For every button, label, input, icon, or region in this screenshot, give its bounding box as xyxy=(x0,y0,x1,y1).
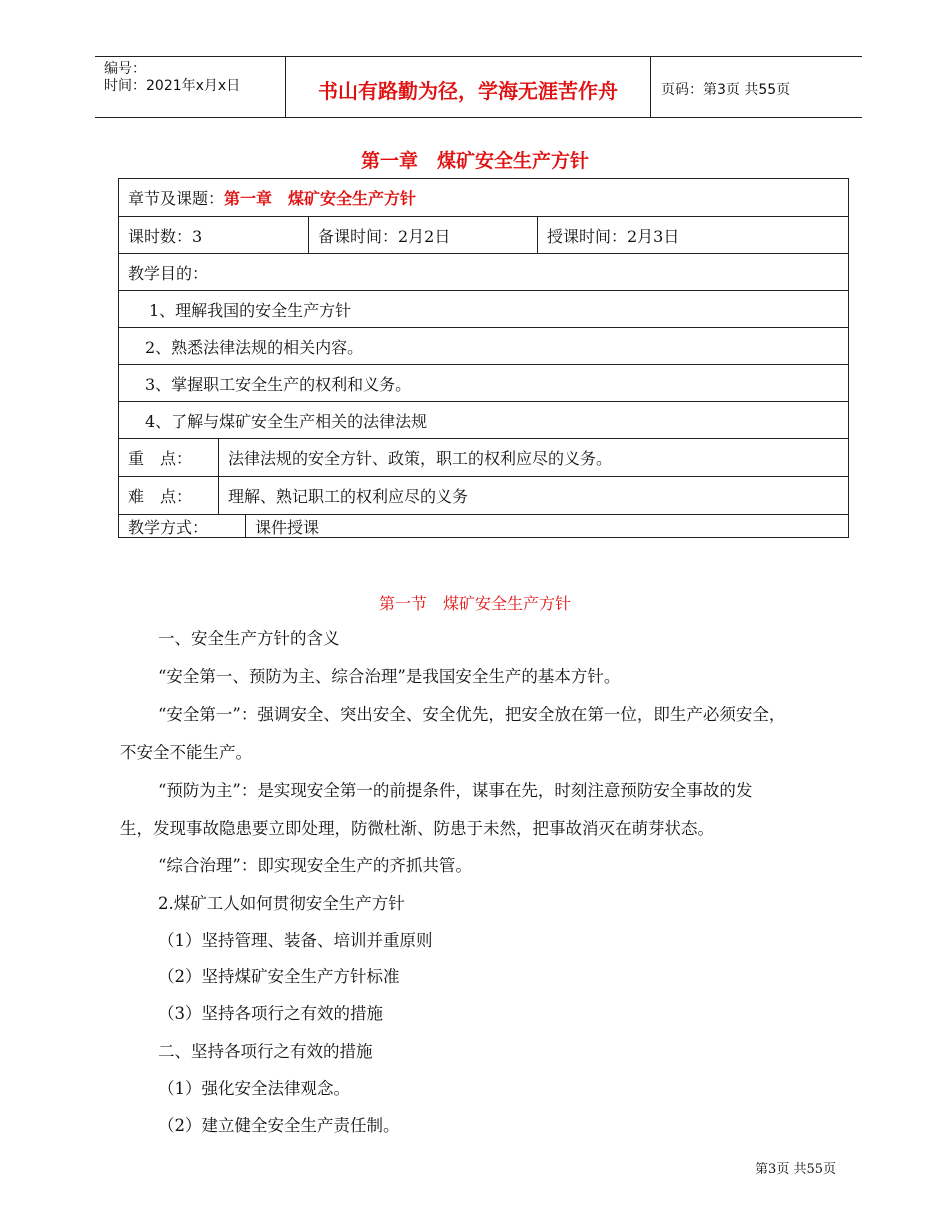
topic-row xyxy=(119,179,848,217)
objective-1: 1、理解我国的安全生产方针 xyxy=(149,300,352,320)
difficulty-label: 难 点： xyxy=(119,477,219,514)
objective-row xyxy=(119,402,848,439)
hours-cell: 课时数：3 xyxy=(119,217,309,253)
section-title: 第一节 煤矿安全生产方针 xyxy=(378,594,571,613)
paragraph: 二、坚持各项行之有效的措施 xyxy=(158,1042,373,1061)
paragraph: （1）强化安全法律观念。 xyxy=(158,1079,350,1098)
prep-time-cell: 备课时间：2月2日 xyxy=(309,217,538,253)
paragraph: （1）坚持管理、装备、培训并重原则 xyxy=(158,931,433,950)
objectives-label-row xyxy=(119,254,848,291)
paragraph: 不安全不能生产。 xyxy=(120,743,252,762)
page-footer: 第3页 共55页 xyxy=(755,1162,836,1177)
method-label: 教学方式： xyxy=(119,515,246,537)
number-label: 编号： xyxy=(104,61,146,77)
paragraph: “预防为主”：是实现安全第一的前提条件，谋事在先，时刻注意预防安全事故的发 xyxy=(158,781,753,800)
paragraph: （3）坚持各项行之有效的措施 xyxy=(158,1004,383,1023)
objectives-label: 教学目的： xyxy=(128,263,209,283)
key-points-row xyxy=(119,439,848,477)
paragraph: （2）建立健全安全生产责任制。 xyxy=(158,1116,400,1135)
paragraph: （2）坚持煤矿安全生产方针标准 xyxy=(158,967,400,986)
difficulty-row xyxy=(119,477,848,515)
time-label: 时间：2021年x月x日 xyxy=(104,78,241,94)
objective-row xyxy=(119,291,848,328)
teach-time-cell: 授课时间：2月3日 xyxy=(547,226,680,246)
chapter-title: 第一章 煤矿安全生产方针 xyxy=(360,150,589,172)
paragraph: “综合治理”：即实现安全生产的齐抓共管。 xyxy=(158,856,472,875)
lesson-info-table xyxy=(118,178,849,538)
paragraph: “安全第一、预防为主、综合治理”是我国安全生产的基本方针。 xyxy=(158,667,621,686)
paragraph: 生，发现事故隐患要立即处理，防微杜渐、防患于未然，把事故消灭在萌芽状态。 xyxy=(120,819,714,838)
objective-4: 4、了解与煤矿安全生产相关的法律法规 xyxy=(145,411,428,431)
paragraph: “安全第一”：强调安全、突出安全、安全优先，把安全放在第一位，即生产必须安全， xyxy=(158,705,786,724)
page-header xyxy=(95,56,862,118)
objective-row xyxy=(119,365,848,402)
key-label: 重 点： xyxy=(119,439,219,476)
header-motto: 书山有路勤为径，学海无涯苦作舟 xyxy=(286,57,651,117)
difficulty-value: 理解、熟记职工的权利应尽的义务 xyxy=(228,487,469,506)
paragraph: 2.煤矿工人如何贯彻安全生产方针 xyxy=(158,894,405,913)
header-meta xyxy=(95,57,286,117)
schedule-row xyxy=(119,217,848,254)
objective-2: 2、熟悉法律法规的相关内容。 xyxy=(145,337,364,357)
objective-3: 3、掌握职工安全生产的权利和义务。 xyxy=(145,374,412,394)
method-row xyxy=(119,515,848,537)
method-value: 课件授课 xyxy=(255,517,320,537)
topic-label: 章节及课题： xyxy=(128,189,225,208)
topic-value: 第一章 煤矿安全生产方针 xyxy=(224,189,417,208)
header-page-label: 页码：第3页 共55页 xyxy=(661,82,791,98)
objective-row xyxy=(119,328,848,365)
key-value: 法律法规的安全方针、政策，职工的权利应尽的义务。 xyxy=(228,449,613,468)
paragraph: 一、安全生产方针的含义 xyxy=(158,629,340,648)
